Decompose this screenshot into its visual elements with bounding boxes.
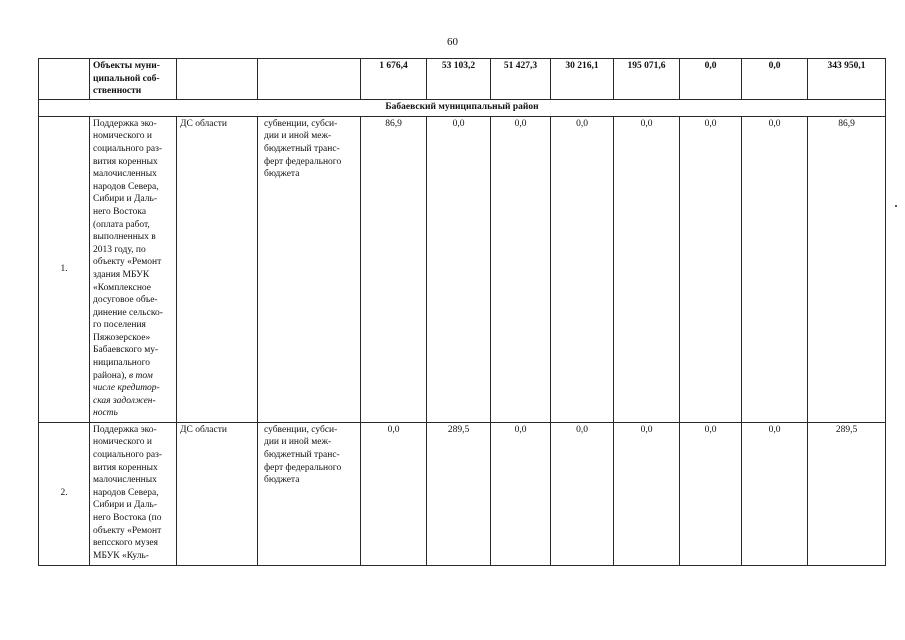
description-line: Сибири и Даль-	[93, 500, 158, 511]
description-line: 2013 году, по	[93, 244, 146, 255]
description-line: выполненных в	[93, 232, 156, 243]
row-source: ДС области	[177, 422, 258, 565]
row-value-6: 0,0	[680, 116, 742, 422]
description-line: народов Севера,	[93, 487, 159, 498]
description-line: досуговое объе-	[93, 295, 158, 306]
description-line: социального раз-	[93, 143, 163, 154]
description-line: ниципального	[93, 358, 151, 369]
row-value-3: 0,0	[491, 422, 551, 565]
description-text: района),	[93, 370, 127, 381]
row-value-8: 86,9	[808, 116, 886, 422]
description-line: социального раз-	[93, 449, 163, 460]
district-title: Бабаевский муниципальный район	[39, 99, 886, 116]
total-row	[39, 59, 886, 100]
description-italic-line: ность	[93, 408, 118, 419]
total-value-8: 343 950,1	[808, 59, 886, 100]
table-row	[39, 422, 886, 565]
funding-line: бюджетный транс-	[264, 143, 340, 154]
description-line: него Востока (по	[93, 512, 162, 523]
description-line: Пяжозерское»	[93, 332, 151, 343]
total-index-cell	[39, 59, 90, 100]
description-line: го поселения	[93, 320, 146, 331]
row-index: 1.	[39, 116, 90, 422]
total-value-3: 51 427,3	[491, 59, 551, 100]
scan-speck	[895, 205, 897, 207]
budget-table	[38, 58, 886, 566]
description-line: динение сельско-	[93, 307, 163, 318]
description-line-mixed	[93, 370, 173, 383]
description-line: здания МБУК	[93, 269, 150, 280]
row-description	[90, 422, 177, 565]
page-number: 60	[447, 36, 458, 48]
description-italic-line: числе кредитор-	[93, 383, 160, 394]
row-value-5: 0,0	[614, 422, 680, 565]
description-line: народов Севера,	[93, 181, 159, 192]
row-source: ДС области	[177, 116, 258, 422]
row-value-5: 0,0	[614, 116, 680, 422]
row-value-1: 0,0	[361, 422, 427, 565]
row-value-2: 289,5	[427, 422, 491, 565]
row-value-1: 86,9	[361, 116, 427, 422]
description-line: него Востока	[93, 206, 147, 217]
description-line: объекту «Ремонт	[93, 257, 162, 268]
total-value-6: 0,0	[680, 59, 742, 100]
total-label: Объекты муни- ципальной соб- ственности	[90, 59, 177, 100]
row-value-7: 0,0	[742, 116, 808, 422]
funding-line: субвенции, субси-	[264, 424, 338, 435]
row-value-2: 0,0	[427, 116, 491, 422]
funding-line: субвенции, субси-	[264, 118, 338, 129]
row-funding	[258, 422, 361, 565]
description-line: «Комплексное	[93, 282, 151, 293]
row-description	[90, 116, 177, 422]
description-line: номического и	[93, 131, 152, 142]
row-funding	[258, 116, 361, 422]
description-line: (оплата работ,	[93, 219, 150, 230]
row-value-4: 0,0	[551, 422, 614, 565]
row-value-6: 0,0	[680, 422, 742, 565]
total-value-1: 1 676,4	[361, 59, 427, 100]
total-source-cell	[177, 59, 258, 100]
funding-line: ферт федерального	[264, 462, 342, 473]
row-value-4: 0,0	[551, 116, 614, 422]
description-line: Поддержка эко-	[93, 424, 157, 435]
district-row	[39, 99, 886, 116]
description-line: вепсского музея	[93, 538, 158, 549]
total-value-7: 0,0	[742, 59, 808, 100]
total-value-5: 195 071,6	[614, 59, 680, 100]
description-line: номического и	[93, 437, 152, 448]
total-value-2: 53 103,2	[427, 59, 491, 100]
description-italic: в том	[129, 370, 153, 381]
row-value-3: 0,0	[491, 116, 551, 422]
description-line: МБУК «Куль-	[93, 550, 149, 561]
description-line: Бабаевского му-	[93, 345, 159, 356]
description-line: вития коренных	[93, 156, 158, 167]
row-value-8: 289,5	[808, 422, 886, 565]
funding-line: бюджета	[264, 169, 300, 180]
description-line: объекту «Ремонт	[93, 525, 162, 536]
funding-line: бюджетный транс-	[264, 449, 340, 460]
total-value-4: 30 216,1	[551, 59, 614, 100]
description-line: Поддержка эко-	[93, 118, 157, 129]
row-index: 2.	[39, 422, 90, 565]
description-italic-line: ская задолжен-	[93, 395, 156, 406]
funding-line: дии и иной меж-	[264, 131, 332, 142]
funding-line: дии и иной меж-	[264, 437, 332, 448]
table-row	[39, 116, 886, 422]
description-line: вития коренных	[93, 462, 158, 473]
total-funding-cell	[258, 59, 361, 100]
description-line: малочисленных	[93, 169, 157, 180]
funding-line: бюджета	[264, 475, 300, 486]
description-line: малочисленных	[93, 475, 157, 486]
row-value-7: 0,0	[742, 422, 808, 565]
description-line: Сибири и Даль-	[93, 194, 158, 205]
funding-line: ферт федерального	[264, 156, 342, 167]
